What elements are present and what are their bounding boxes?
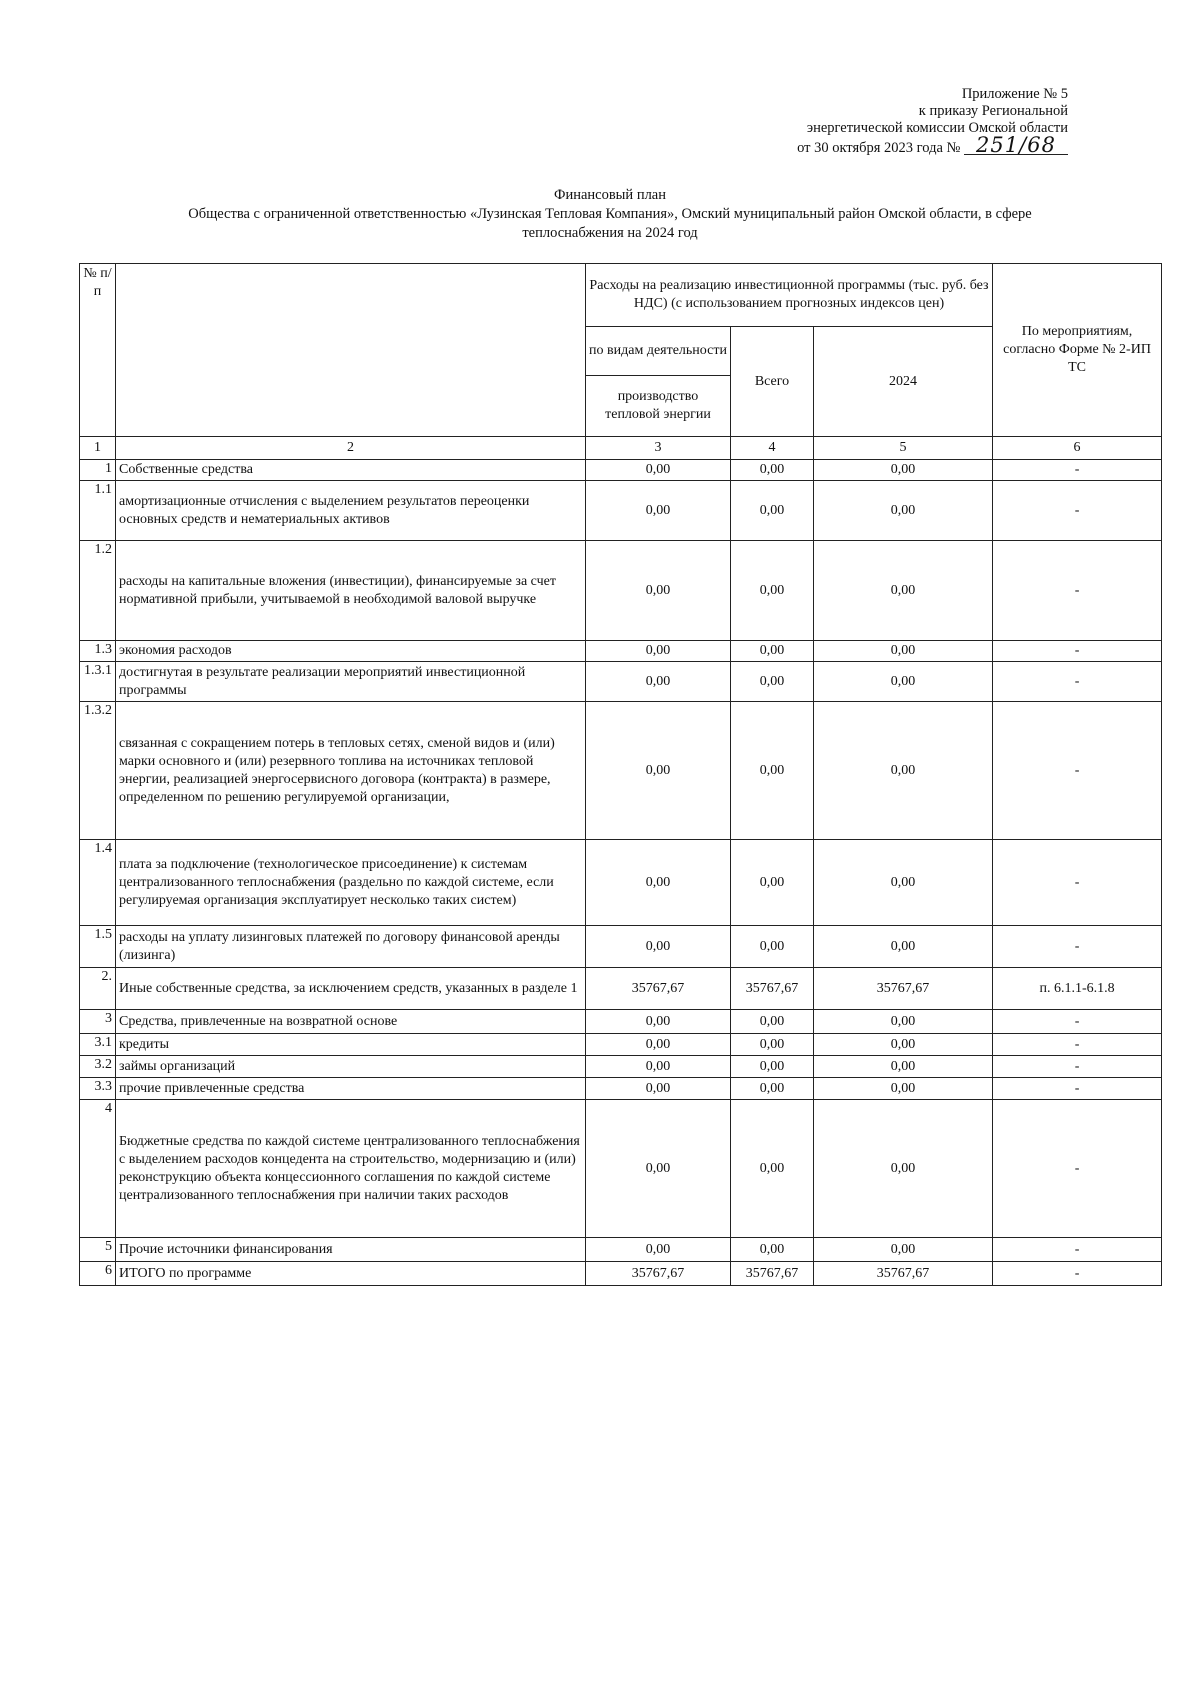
document-title xyxy=(100,186,1120,243)
title-line-3: теплоснабжения на 2024 год xyxy=(522,225,698,241)
financial-plan-table xyxy=(79,263,1162,1286)
table-row xyxy=(80,1100,1162,1238)
row-number: 3 xyxy=(80,1010,116,1034)
value-2024: 0,00 xyxy=(814,481,993,541)
table-row xyxy=(80,541,1162,641)
value-total: 0,00 xyxy=(731,1238,814,1262)
row-name: Бюджетные средства по каждой системе централизованного теплоснабжения с выделением расходов концедента на строительство, модернизацию и (или) реконструкцию объекта концессионного соглашения по каждой системе централизованного теплоснабжения при наличии таких расходов xyxy=(116,1100,586,1238)
value-measures: - xyxy=(993,1262,1162,1286)
title-line-2: Общества с ограниченной ответственностью «Лузинская Тепловая Компания», Омский муниципальный район Омской области, в сфере xyxy=(188,206,1032,222)
row-number: 1.1 xyxy=(80,481,116,541)
value-2024: 0,00 xyxy=(814,926,993,968)
table-row xyxy=(80,1078,1162,1100)
value-measures: - xyxy=(993,1238,1162,1262)
value-production: 0,00 xyxy=(586,662,731,702)
table-row xyxy=(80,702,1162,840)
table-row xyxy=(80,1262,1162,1286)
order-date: от 30 октября 2023 года № xyxy=(797,140,961,156)
value-measures: - xyxy=(993,1034,1162,1056)
row-number: 1.5 xyxy=(80,926,116,968)
header-num: № п/п xyxy=(80,264,116,437)
row-number: 3.3 xyxy=(80,1078,116,1100)
value-measures: - xyxy=(993,1056,1162,1078)
value-total: 0,00 xyxy=(731,1034,814,1056)
table-row xyxy=(80,641,1162,662)
table-row xyxy=(80,926,1162,968)
row-number: 1.4 xyxy=(80,840,116,926)
header-total: Всего xyxy=(731,327,814,437)
row-number: 5 xyxy=(80,1238,116,1262)
header-year: 2024 xyxy=(814,327,993,437)
appendix-line-1: Приложение № 5 xyxy=(961,86,1068,102)
row-name: расходы на капитальные вложения (инвестиции), финансируемые за счет нормативной прибыли, учитываемой в необходимой валовой выручке xyxy=(116,541,586,641)
row-number: 1.3.2 xyxy=(80,702,116,840)
header-heat-production: производство тепловой энергии xyxy=(586,376,731,437)
row-name: амортизационные отчисления с выделением результатов переоценки основных средств и нематериальных активов xyxy=(116,481,586,541)
title-line-1: Финансовый план xyxy=(553,187,667,203)
value-total: 0,00 xyxy=(731,702,814,840)
row-name: прочие привлеченные средства xyxy=(116,1078,586,1100)
value-2024: 0,00 xyxy=(814,702,993,840)
value-total: 35767,67 xyxy=(731,968,814,1010)
table-row xyxy=(80,968,1162,1010)
value-2024: 35767,67 xyxy=(814,968,993,1010)
header-name-blank xyxy=(116,264,586,437)
row-name: кредиты xyxy=(116,1034,586,1056)
value-2024: 0,00 xyxy=(814,460,993,481)
value-production: 0,00 xyxy=(586,641,731,662)
table-row xyxy=(80,840,1162,926)
appendix-line-3: энергетической комиссии Омской области xyxy=(806,120,1068,136)
value-production: 0,00 xyxy=(586,702,731,840)
row-name: Собственные средства xyxy=(116,460,586,481)
value-measures: - xyxy=(993,460,1162,481)
value-2024: 0,00 xyxy=(814,1056,993,1078)
table-row xyxy=(80,1238,1162,1262)
value-measures: - xyxy=(993,1078,1162,1100)
table-row xyxy=(80,1034,1162,1056)
row-number: 3.2 xyxy=(80,1056,116,1078)
row-name: достигнутая в результате реализации мероприятий инвестиционной программы xyxy=(116,662,586,702)
value-production: 0,00 xyxy=(586,1100,731,1238)
value-measures: - xyxy=(993,840,1162,926)
value-measures: - xyxy=(993,1100,1162,1238)
value-measures: - xyxy=(993,481,1162,541)
row-name: Средства, привлеченные на возвратной основе xyxy=(116,1010,586,1034)
col-number: 2 xyxy=(116,437,586,460)
value-2024: 0,00 xyxy=(814,1010,993,1034)
row-name: плата за подключение (технологическое присоединение) к системам централизованного теплоснабжения (раздельно по каждой системе, если регулируемая организация эксплуатирует несколько таких систем) xyxy=(116,840,586,926)
value-production: 35767,67 xyxy=(586,1262,731,1286)
value-total: 0,00 xyxy=(731,460,814,481)
row-number: 1.2 xyxy=(80,541,116,641)
header-measures: По мероприятиям, согласно Форме № 2-ИП ТС xyxy=(993,264,1162,437)
value-total: 0,00 xyxy=(731,1010,814,1034)
header-by-activity: по видам деятельности xyxy=(586,327,731,376)
row-number: 1.3.1 xyxy=(80,662,116,702)
order-number-handwritten: 251/68 xyxy=(964,137,1068,155)
row-name: связанная с сокращением потерь в тепловых сетях, сменой видов и (или) марки основного и (или) резервного топлива на источниках тепловой энергии, реализацией энергосервисного договора (контракта) в размере, определенном по решению регулируемой организации, xyxy=(116,702,586,840)
value-2024: 0,00 xyxy=(814,662,993,702)
table-row xyxy=(80,481,1162,541)
value-production: 0,00 xyxy=(586,460,731,481)
row-number: 4 xyxy=(80,1100,116,1238)
value-2024: 35767,67 xyxy=(814,1262,993,1286)
value-total: 0,00 xyxy=(731,541,814,641)
value-measures: п. 6.1.1-6.1.8 xyxy=(993,968,1162,1010)
table-row xyxy=(80,662,1162,702)
value-total: 0,00 xyxy=(731,1100,814,1238)
value-production: 0,00 xyxy=(586,1034,731,1056)
appendix-line-4 xyxy=(648,133,1068,157)
header-investment-expenses: Расходы на реализацию инвестиционной программы (тыс. руб. без НДС) (с использованием прогнозных индексов цен) xyxy=(586,264,993,327)
value-total: 0,00 xyxy=(731,1056,814,1078)
value-production: 0,00 xyxy=(586,541,731,641)
appendix-line-2: к приказу Региональной xyxy=(918,103,1068,119)
row-number: 1 xyxy=(80,460,116,481)
value-2024: 0,00 xyxy=(814,1238,993,1262)
col-number: 6 xyxy=(993,437,1162,460)
value-production: 0,00 xyxy=(586,1010,731,1034)
row-name: займы организаций xyxy=(116,1056,586,1078)
col-number: 5 xyxy=(814,437,993,460)
row-number: 3.1 xyxy=(80,1034,116,1056)
value-2024: 0,00 xyxy=(814,541,993,641)
value-production: 0,00 xyxy=(586,1056,731,1078)
value-2024: 0,00 xyxy=(814,840,993,926)
row-number: 1.3 xyxy=(80,641,116,662)
value-total: 0,00 xyxy=(731,662,814,702)
table-row xyxy=(80,460,1162,481)
value-2024: 0,00 xyxy=(814,1078,993,1100)
value-2024: 0,00 xyxy=(814,641,993,662)
col-number: 4 xyxy=(731,437,814,460)
value-total: 0,00 xyxy=(731,1078,814,1100)
table-row xyxy=(80,1056,1162,1078)
value-2024: 0,00 xyxy=(814,1034,993,1056)
appendix-block xyxy=(648,86,1068,157)
row-number: 6 xyxy=(80,1262,116,1286)
column-numbers-row xyxy=(80,437,1162,460)
value-measures: - xyxy=(993,541,1162,641)
value-measures: - xyxy=(993,662,1162,702)
value-production: 0,00 xyxy=(586,1078,731,1100)
row-number: 2. xyxy=(80,968,116,1010)
value-measures: - xyxy=(993,926,1162,968)
value-production: 35767,67 xyxy=(586,968,731,1010)
value-production: 0,00 xyxy=(586,1238,731,1262)
row-name: ИТОГО по программе xyxy=(116,1262,586,1286)
row-name: расходы на уплату лизинговых платежей по договору финансовой аренды (лизинга) xyxy=(116,926,586,968)
row-name: Иные собственные средства, за исключением средств, указанных в разделе 1 xyxy=(116,968,586,1010)
value-total: 0,00 xyxy=(731,641,814,662)
value-measures: - xyxy=(993,702,1162,840)
value-total: 0,00 xyxy=(731,481,814,541)
col-number: 1 xyxy=(80,437,116,460)
value-measures: - xyxy=(993,641,1162,662)
row-name: экономия расходов xyxy=(116,641,586,662)
value-2024: 0,00 xyxy=(814,1100,993,1238)
value-production: 0,00 xyxy=(586,481,731,541)
row-name: Прочие источники финансирования xyxy=(116,1238,586,1262)
value-production: 0,00 xyxy=(586,840,731,926)
table-row xyxy=(80,1010,1162,1034)
value-total: 0,00 xyxy=(731,840,814,926)
value-production: 0,00 xyxy=(586,926,731,968)
value-total: 35767,67 xyxy=(731,1262,814,1286)
value-total: 0,00 xyxy=(731,926,814,968)
value-measures: - xyxy=(993,1010,1162,1034)
col-number: 3 xyxy=(586,437,731,460)
